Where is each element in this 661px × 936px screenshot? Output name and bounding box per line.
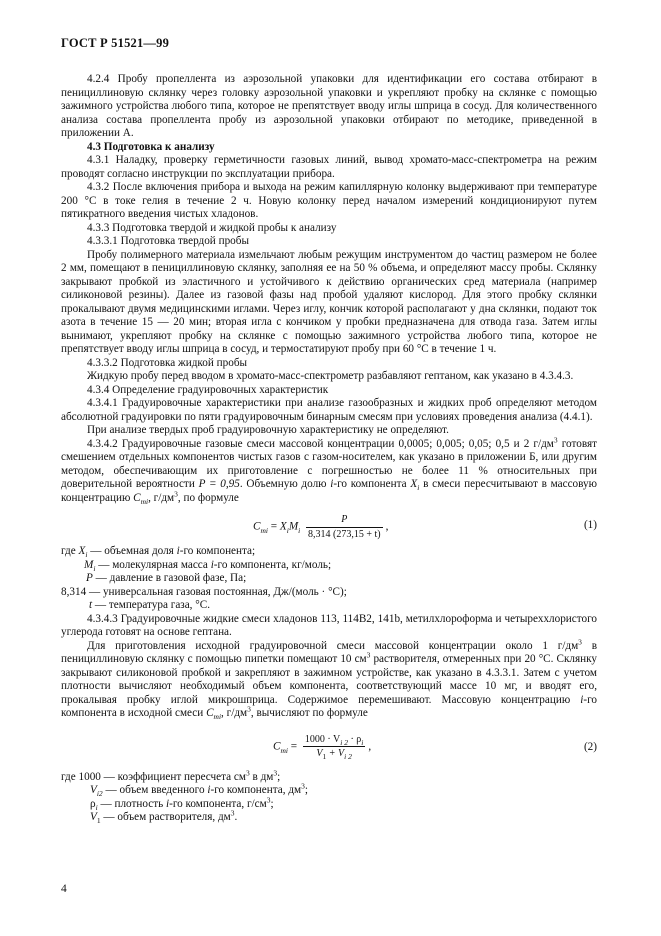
clause-4-3-4-1: 4.3.4.1 Градуировочные характеристики при анализе газообразных и жидких проб определяют методом абсолютной градуировки по пяти градуировочным бинарным смесям при условиях проведения анализа (4.4.1). bbox=[61, 397, 597, 423]
clause-4-3-3: 4.3.3 Подготовка твердой и жидкой пробы к анализу bbox=[87, 221, 337, 234]
clause-4-3-4-3-preparation: Для приготовления исходной градуировочной смеси массовой концентрации около 1 $г/дм^3$ в пенициллиновую склянку с помощью пипетки помещают 10 $см^3$ растворителя, отмеренных при 20 °С. Склянку закрывают силиконовой пробкой и закрепляют в зажимном устройстве, как указано в 4.3.3.1. Затем с учетом плотности вычисляют необходимый объем компонента, соответствующий массе 10 мг, и вводят его, прокалывая пробку иглой микрошприца. Содержимое перемешивают. Массовую концентрацию i-го компонента в исходной смеси $C_{mi}$, $г/дм^3$, вычисляют по формуле bbox=[61, 636, 598, 722]
clause-4-3-4-2: 4.3.4.2 Градуировочные газовые смеси массовой концентрации 0,0005; 0,005; 0,05; 0,5 и 2 $г/дм^3$ готовят смешением отдельных компонентов чистых газов с газом-носителем, как указано в приложении Б, или другим методом, обеспечивающим их приготовление с погрешностью не более 11 % относительных при доверительной вероятности P = 0,95. Объемную долю i-го компонента $X_i$ в смеси пересчитывают в массовую концентрацию $C_{mi}$, $г/дм^3$, по формуле bbox=[61, 434, 598, 506]
formula-1-expression: $C_{mi} = X_iM_i$ $\frac{P}{8,314 (273,15 + t)}$ , bbox=[253, 514, 389, 540]
formula-2 bbox=[61, 729, 597, 769]
page-number: 4 bbox=[61, 883, 67, 895]
legend-item: $\rho_i$ — плотность i-го компонента, $г/см^3$; bbox=[90, 794, 274, 812]
legend-item: $M_i$ — молекулярная масса i-го компонента, кг/моль; bbox=[84, 558, 332, 573]
formula-1-legend bbox=[61, 545, 597, 613]
section-heading-4-3: 4.3 Подготовка к анализу bbox=[87, 140, 215, 153]
formula-1 bbox=[61, 509, 597, 543]
standard-header: ГОСТ Р 51521—99 bbox=[61, 36, 170, 50]
document-body bbox=[61, 73, 597, 825]
clause-4-3-3-2-text: Жидкую пробу перед вводом в хромато-масс-спектрометр разбавляют гептаном, как указано в 4.3.4.3. bbox=[87, 370, 574, 382]
legend-item: где $X_i$ — объемная доля i-го компонента; bbox=[61, 545, 256, 560]
clause-4-3-3-2-title: 4.3.3.2 Подготовка жидкой пробы bbox=[87, 356, 248, 369]
clause-4-3-3-1-text: Пробу полимерного материала измельчают любым режущим инструментом до частиц размером не более 2 мм, помещают в пенициллиновую склянку, заполняя ее на 50 % объема, и определяют массу пробы. Склянку закрывают пробкой из эластичного и устойчивого к действию органических сред материала (например силиконовой резины). Далее из газовой фазы над пробой удаляют кислород. Для этого пробку склянки прокалывают двумя медицинскими иглами. Через иглу, кончик которой располагают у дна склянки, подают ток азота в течение 15 — 20 мин; вторая игла с кончиком у пробки предназначена для отвода газа. Затем иглы вынимают, укрепляют пробку на склянке с помощью зажимного устройства любого типа, которое не препятствует вводу иглы шприца в сосуд, и термостатируют пробу при 60 °С в течение 1 ч. bbox=[61, 248, 597, 355]
formula-2-legend bbox=[61, 767, 597, 826]
formula-2-expression: $C_{mi}$ = $\frac{1000 \cdot V_{i 2} \cdot \rho_i}{V_1 + V_{i 2}}$ , bbox=[273, 733, 372, 761]
clause-4-2-4: 4.2.4 Пробу пропеллента из аэрозольной упаковки для идентификации его состава отбирают в пенициллиновую склянку через головку аэрозольной упаковки и укрепляют пробку на склянке с помощью зажимного устройства любого типа, которое не препятствует вводу иглы шприца в сосуд. Для количественного анализа состава пропеллента пробу из аэрозольной упаковки отбирают по методике, приведенной в приложении А. bbox=[61, 73, 597, 139]
clause-4-3-2: 4.3.2 После включения прибора и выхода на режим капиллярную колонку выдерживают при температуре 200 °С в токе гелия в течение 2 ч. Новую колонку перед началом измерений кондиционируют путем пятикратного введения чистых хладонов. bbox=[61, 181, 597, 220]
legend-item: где 1000 — коэффициент пересчета $см^3$ в $дм^3$; bbox=[61, 767, 281, 783]
clause-4-3-3-1-title: 4.3.3.1 Подготовка твердой пробы bbox=[87, 235, 249, 247]
clause-4-3-4-3: 4.3.4.3 Градуировочные жидкие смеси хладонов 113, 114В2, 141b, метилхлороформа и четыреххлористого углерода готовят на основе гептана. bbox=[61, 612, 597, 638]
legend-item: $V_{i2}$ — объем введенного i-го компонента, $дм^3$; bbox=[90, 781, 308, 799]
clause-4-3-4-1-note: При анализе твердых проб градуировочную характеристику не определяют. bbox=[87, 424, 449, 436]
formula-2-fraction: $\frac{1000 \cdot V_{i 2} \cdot \rho_i}{V_1 + V_{i 2}}$ bbox=[304, 733, 364, 761]
legend-item: t — температура газа, °С. bbox=[89, 599, 211, 611]
legend-item: $V_1$ — объем растворителя, $дм^3$. bbox=[90, 808, 238, 826]
legend-item: 8,314 — универсальная газовая постоянная, Дж/(моль · °С); bbox=[61, 585, 347, 598]
legend-item: P — давление в газовой фазе, Па; bbox=[86, 572, 247, 584]
formula-1-fraction: $\frac{P}{8,314 (273,15 + t)}$ bbox=[308, 514, 381, 540]
formula-1-number: (1) bbox=[583, 519, 597, 531]
clause-4-3-4: 4.3.4 Определение градуировочных характеристик bbox=[87, 383, 329, 396]
formula-2-number: (2) bbox=[583, 740, 597, 753]
clause-4-3-1: 4.3.1 Наладку, проверку герметичности газовых линий, вывод хромато-масс-спектрометра на режим проводят согласно инструкции по эксплуатации прибора. bbox=[61, 154, 597, 180]
